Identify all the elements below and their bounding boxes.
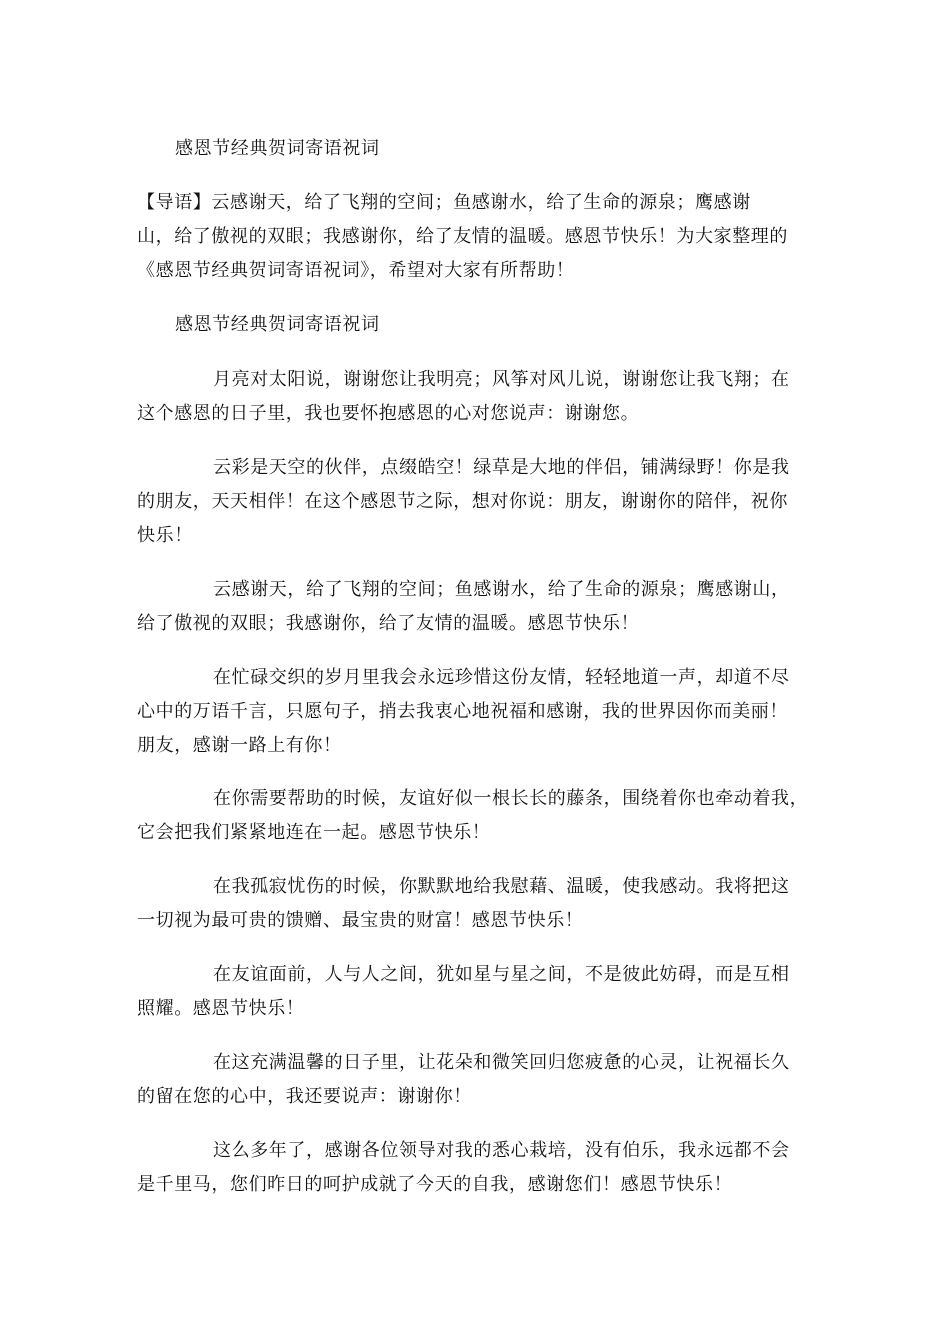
intro-line: 山，给了傲视的双眼；我感谢你，给了友情的温暖。感恩节快乐！为大家整理的 (137, 226, 788, 247)
paragraph-line: 一切视为最可贵的馈赠、最宝贵的财富！感恩节快乐！ (137, 910, 584, 931)
intro-line: 《感恩节经典贺词寄语祝词》，希望对大家有所帮助！ (137, 260, 575, 281)
paragraph-line: 快乐！ (137, 525, 193, 546)
paragraph-line: 的留在您的心中，我还要说声：谢谢你！ (137, 1086, 472, 1107)
paragraph-line: 在我孤寂忧伤的时候，你默默地给我慰藉、温暖，使我感动。我将把这 (213, 876, 790, 897)
paragraph-line: 云彩是天空的伙伴，点缀皓空！绿草是大地的伴侣，铺满绿野！你是我 (213, 457, 790, 478)
paragraph-line: 它会把我们紧紧地连在一起。感恩节快乐！ (137, 822, 491, 843)
paragraph-line: 给了傲视的双眼；我感谢你，给了友情的温暖。感恩节快乐！ (137, 613, 640, 634)
paragraph-line: 在友谊面前，人与人之间，犹如星与星之间，不是彼此妨碍，而是互相 (213, 964, 790, 985)
intro-line: 【导语】云感谢天，给了飞翔的空间；鱼感谢水，给了生命的源泉；鹰感谢 (137, 192, 751, 213)
paragraph-line: 是千里马，您们昨日的呵护成就了今天的自我，感谢您们！感恩节快乐！ (137, 1174, 733, 1195)
paragraph-line: 在你需要帮助的时候，友谊好似一根长长的藤条，围绕着你也牵动着我， (213, 788, 809, 809)
paragraph-line: 心中的万语千言，只愿句子，捎去我衷心地祝福和感谢，我的世界因你而美丽！ (137, 701, 788, 722)
paragraph-line: 云感谢天，给了飞翔的空间；鱼感谢水，给了生命的源泉；鹰感谢山， (213, 579, 790, 600)
paragraph-line: 月亮对太阳说，谢谢您让我明亮；风筝对风儿说，谢谢您让我飞翔；在 (213, 369, 790, 390)
paragraph-line: 的朋友，天天相伴！在这个感恩节之际，想对你说：朋友，谢谢你的陪伴，祝你 (137, 491, 788, 512)
paragraph-line: 这个感恩的日子里，我也要怀抱感恩的心对您说声：谢谢您。 (137, 403, 640, 424)
section-subtitle: 感恩节经典贺词寄语祝词 (175, 314, 380, 335)
paragraph-line: 在忙碌交织的岁月里我会永远珍惜这份友情，轻轻地道一声，却道不尽 (213, 667, 790, 688)
paragraph-line: 照耀。感恩节快乐！ (137, 998, 305, 1019)
document-title: 感恩节经典贺词寄语祝词 (175, 138, 380, 159)
paragraph-line: 这么多年了，感谢各位领导对我的悉心栽培，没有伯乐，我永远都不会 (213, 1140, 790, 1161)
paragraph-line: 朋友，感谢一路上有你！ (137, 735, 342, 756)
paragraph-line: 在这充满温馨的日子里，让花朵和微笑回归您疲惫的心灵，让祝福长久 (213, 1052, 790, 1073)
